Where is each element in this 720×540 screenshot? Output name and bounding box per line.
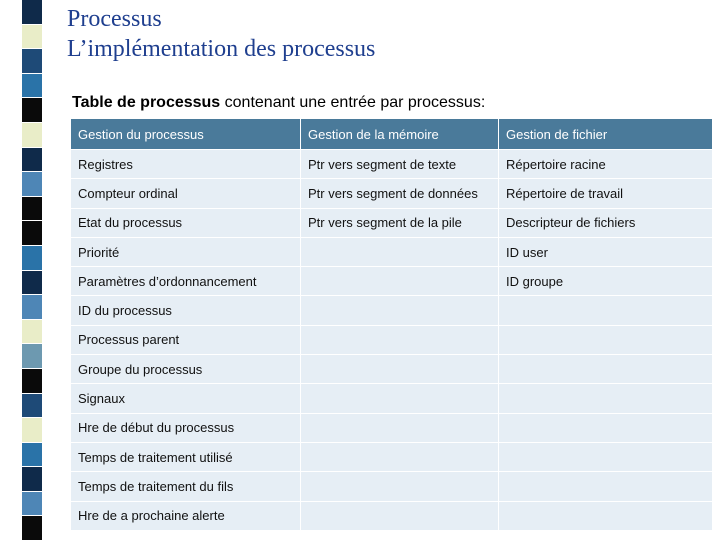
- memory-cell: [301, 472, 499, 501]
- memory-cell: [301, 296, 499, 325]
- memory-cell: [301, 413, 499, 442]
- memory-cell: [301, 237, 499, 266]
- decorative-square: [22, 148, 42, 173]
- header-file-management: Gestion de fichier: [499, 119, 713, 150]
- title-line-1: Processus: [67, 6, 162, 32]
- decorative-square: [22, 369, 42, 394]
- decorative-square: [22, 49, 42, 74]
- decorative-square: [22, 344, 42, 369]
- file-cell: Répertoire racine: [499, 150, 713, 179]
- table-row: [71, 501, 713, 530]
- header-process-management: Gestion du processus: [71, 119, 301, 150]
- file-cell: [499, 296, 713, 325]
- file-cell: [499, 325, 713, 354]
- decorative-square: [22, 271, 42, 296]
- memory-cell: [301, 384, 499, 413]
- header-memory-management: Gestion de la mémoire: [301, 119, 499, 150]
- process-cell: Priorité: [71, 237, 301, 266]
- table-row: [71, 325, 713, 354]
- decorative-square-strip: [22, 0, 42, 540]
- title-line-2: L’implémentation des processus: [67, 36, 376, 62]
- table-row: [71, 150, 713, 179]
- process-cell: Temps de traitement du fils: [71, 472, 301, 501]
- table-row: [71, 208, 713, 237]
- decorative-square: [22, 467, 42, 492]
- process-cell: Groupe du processus: [71, 355, 301, 384]
- process-cell: Processus parent: [71, 325, 301, 354]
- decorative-square: [22, 221, 42, 246]
- caption-rest: contenant une entrée par processus:: [220, 94, 486, 111]
- table-caption: [72, 94, 485, 112]
- file-cell: [499, 442, 713, 471]
- process-cell: Temps de traitement utilisé: [71, 442, 301, 471]
- table-row: [71, 442, 713, 471]
- memory-cell: [301, 501, 499, 530]
- process-table: [70, 118, 713, 531]
- table-row: [71, 472, 713, 501]
- process-cell: Etat du processus: [71, 208, 301, 237]
- process-cell: ID du processus: [71, 296, 301, 325]
- decorative-square: [22, 98, 42, 123]
- table-row: [71, 237, 713, 266]
- decorative-square: [22, 418, 42, 443]
- decorative-square: [22, 394, 42, 419]
- memory-cell: [301, 267, 499, 296]
- memory-cell: Ptr vers segment de données: [301, 179, 499, 208]
- table-row: [71, 296, 713, 325]
- memory-cell: [301, 355, 499, 384]
- memory-cell: Ptr vers segment de la pile: [301, 208, 499, 237]
- file-cell: Répertoire de travail: [499, 179, 713, 208]
- file-cell: ID groupe: [499, 267, 713, 296]
- memory-cell: Ptr vers segment de texte: [301, 150, 499, 179]
- memory-cell: [301, 442, 499, 471]
- table-body: [71, 150, 713, 531]
- decorative-square: [22, 123, 42, 148]
- process-cell: Paramètres d’ordonnancement: [71, 267, 301, 296]
- file-cell: [499, 355, 713, 384]
- slide-title: [67, 4, 375, 64]
- decorative-square: [22, 0, 42, 25]
- process-cell: Compteur ordinal: [71, 179, 301, 208]
- process-cell: Hre de a prochaine alerte: [71, 501, 301, 530]
- decorative-square: [22, 246, 42, 271]
- table-row: [71, 355, 713, 384]
- decorative-square: [22, 443, 42, 468]
- file-cell: [499, 413, 713, 442]
- table-row: [71, 384, 713, 413]
- memory-cell: [301, 325, 499, 354]
- decorative-square: [22, 320, 42, 345]
- decorative-square: [22, 74, 42, 99]
- decorative-square: [22, 197, 42, 222]
- file-cell: [499, 384, 713, 413]
- process-cell: Signaux: [71, 384, 301, 413]
- file-cell: [499, 472, 713, 501]
- table-header-row: [71, 119, 713, 150]
- file-cell: Descripteur de fichiers: [499, 208, 713, 237]
- process-cell: Registres: [71, 150, 301, 179]
- table-row: [71, 179, 713, 208]
- table-row: [71, 267, 713, 296]
- decorative-square: [22, 516, 42, 540]
- caption-bold: Table de processus: [72, 94, 221, 111]
- file-cell: ID user: [499, 237, 713, 266]
- table-row: [71, 413, 713, 442]
- decorative-square: [22, 295, 42, 320]
- decorative-square: [22, 492, 42, 517]
- file-cell: [499, 501, 713, 530]
- decorative-square: [22, 172, 42, 197]
- process-cell: Hre de début du processus: [71, 413, 301, 442]
- decorative-square: [22, 25, 42, 50]
